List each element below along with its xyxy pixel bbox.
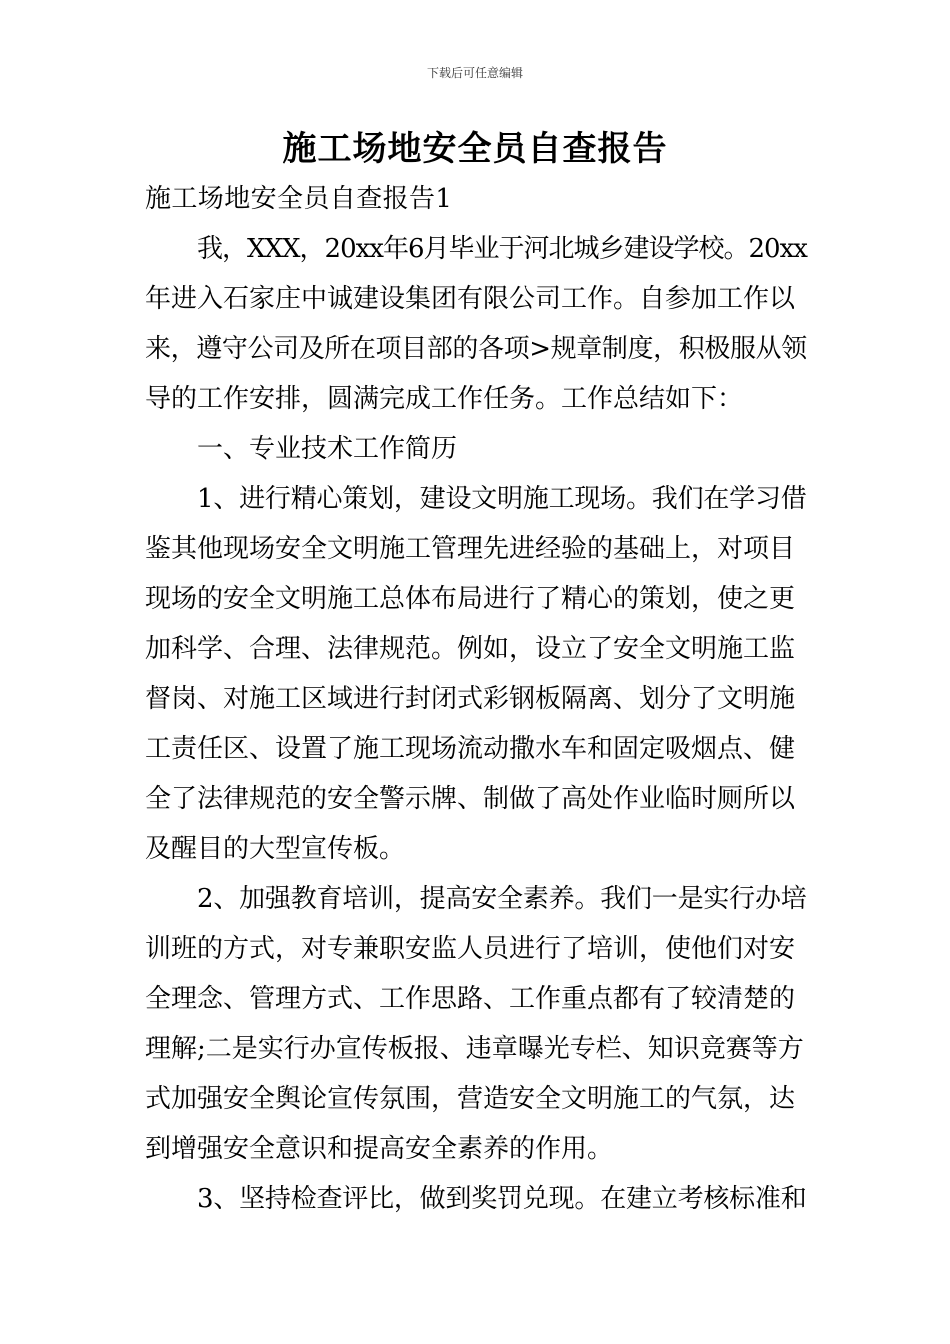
document-title: 施工场地安全员自查报告 (282, 129, 668, 169)
body-line: 导的工作安排，圆满完成工作任务。工作总结如下： (145, 384, 744, 414)
document-subtitle: 施工场地安全员自查报告1 (145, 184, 453, 214)
body-line: 全了法律规范的安全警示牌、制做了高处作业临时厕所以 (145, 784, 796, 814)
body-line: 式加强安全舆论宣传氛围，营造安全文明施工的气氛，达 (145, 1084, 796, 1114)
body-line: 1、进行精心策划，建设文明施工现场。我们在学习借 (197, 484, 807, 514)
body-line: 现场的安全文明施工总体布局进行了精心的策划，使之更 (145, 584, 796, 614)
body-line: 来，遵守公司及所在项目部的各项>规章制度，积极服从领 (145, 334, 807, 364)
body-line: 及醒目的大型宣传板。 (145, 834, 406, 864)
body-line: 训班的方式，对专兼职安监人员进行了培训，使他们对安 (145, 934, 796, 964)
body-line: 理解;二是实行办宣传板报、违章曝光专栏、知识竞赛等方 (145, 1034, 804, 1064)
body-line: 我，XXX，20xx年6月毕业于河北城乡建设学校。20xx (197, 234, 807, 264)
body-line: 一、专业技术工作简历 (197, 434, 458, 464)
body-line: 工责任区、设置了施工现场流动撒水车和固定吸烟点、健 (145, 734, 796, 764)
body-line: 加科学、合理、法律规范。例如，设立了安全文明施工监 (145, 634, 796, 664)
body-line: 督岗、对施工区域进行封闭式彩钢板隔离、划分了文明施 (145, 684, 796, 714)
body-line: 鉴其他现场安全文明施工管理先进经验的基础上，对项目 (145, 534, 796, 564)
body-line: 全理念、管理方式、工作思路、工作重点都有了较清楚的 (145, 984, 796, 1014)
body-lines (145, 224, 807, 1224)
body-line: 2、加强教育培训，提高安全素养。我们一是实行办培 (197, 884, 807, 914)
header-note: 下载后可任意编辑 (426, 66, 523, 80)
body-line: 年进入石家庄中诚建设集团有限公司工作。自参加工作以 (145, 284, 796, 314)
body-line: 到增强安全意识和提高安全素养的作用。 (145, 1134, 614, 1164)
body-line: 3、坚持检查评比，做到奖罚兑现。在建立考核标准和 (197, 1184, 807, 1214)
document-body (145, 174, 807, 1224)
